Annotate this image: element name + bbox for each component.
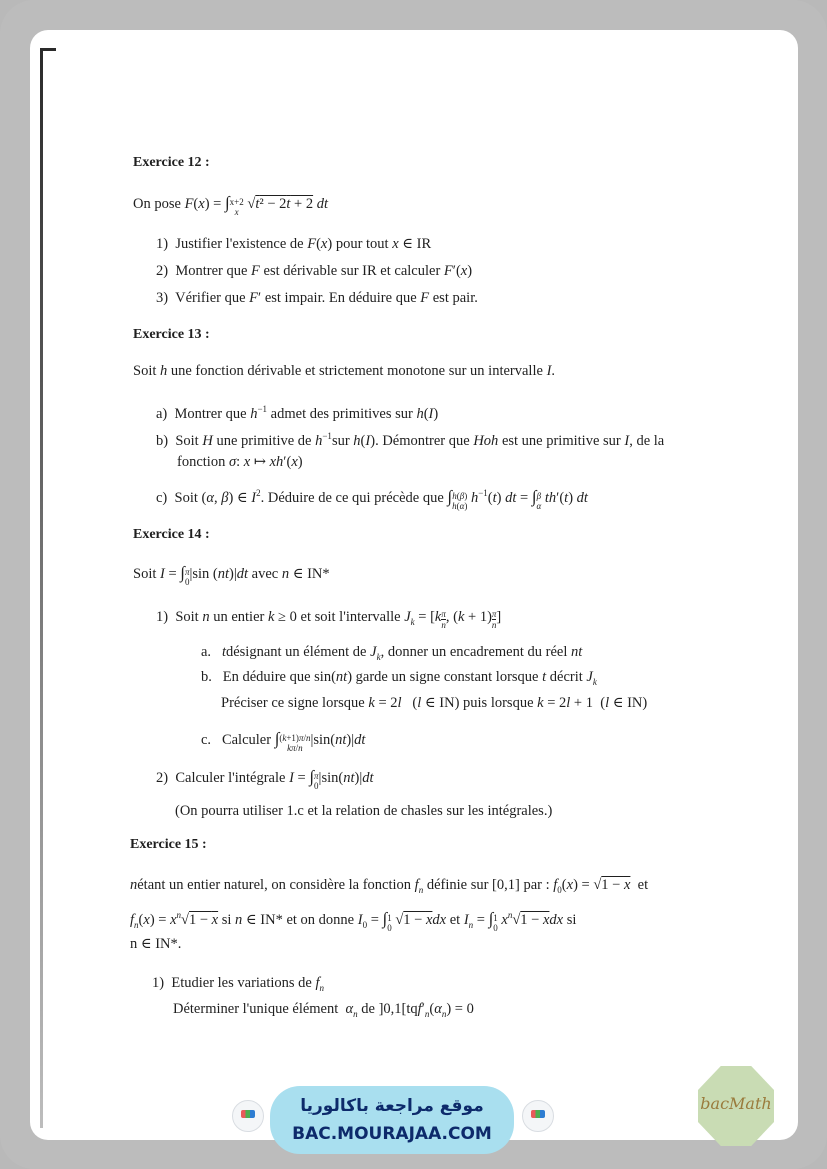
exercise-14-q2-note: (On pourra utiliser 1.c et la relation de chasles sur les intégrales.)	[175, 803, 553, 819]
exercise-12-q2: 2) Montrer que F est dérivable sur IR et calculer F′(x)	[156, 263, 473, 279]
exercise-15-q1: 1) Etudier les variations de $f_n$	[152, 975, 325, 993]
exercise-13-qb-line2: fonction σ: x ↦ xh′(x)	[177, 454, 303, 470]
bacmath-logo-text: bacMath	[700, 1094, 772, 1113]
exercise-15-q1-line2: Déterminer l'unique élément $\alpha_n$ de ]$0,1[tqf'_n(\alpha_n) = 0$	[173, 1001, 474, 1019]
site-logo-left	[232, 1100, 264, 1132]
exercise-13-title: Exercice 13 :	[133, 327, 210, 342]
exercise-13-intro: Soit h une fonction dérivable et strictement monotone sur un intervalle I.	[133, 363, 556, 379]
exercise-12-q3: 3) Vérifier que F′ est impair. En déduire que F est pair.	[156, 290, 478, 306]
exercise-14-q1: 1) Soit n un entier k ≥ 0 et soit l'intervalle $J_k = [k$ $\frac{\pi}{n}$ , (k + 1) $\frac{\pi}{n}$ ]	[156, 609, 502, 630]
exercise-12-intro: On pose F(x) = ∫ x+2 x √t² − 2t + 2 dt	[133, 193, 328, 217]
site-logo-right	[522, 1100, 554, 1132]
exercise-13-qa: a) Montrer que $h^{-1}$ admet des primitives sur h(I)	[156, 404, 439, 422]
exercise-12-title: Exercice 12 :	[133, 155, 210, 170]
exercise-13-qc: c) Soit (α, β) ∈ $I^2$. Déduire de ce qui précède que ∫ h(β) h(α) $h^{-1}(t)$ dt = ∫ β α th′(t) dt	[156, 487, 588, 511]
exercise-13-qb: b) Soit H une primitive de $h^{-1}sur$ h(I). Démontrer que Hoh est une primitive sur I, de la	[156, 431, 665, 449]
site-url[interactable]: BAC.MOURAJAA.COM	[292, 1124, 492, 1144]
exercise-15-title: Exercice 15 :	[130, 837, 207, 852]
site-badge[interactable]	[270, 1086, 514, 1154]
scan-edge-top	[40, 48, 56, 51]
exercise-15-line2: $f_n(x) = x^n√1 - x$ si n ∈ IN* et on donne $I_0$ = ∫ 1 0 √1 − xdx et $I_n$ = ∫ 1 0 $x^n√1$ − xdx si	[130, 909, 577, 933]
exercise-15-intro: nétant un entier naturel, on considère la fonction $f_n$ définie sur [0,1] par : $f_0(x) = √1 - x$ et	[130, 877, 649, 895]
exercise-14-intro: Soit I = ∫ π 0 |sin (nt)|dt avec n ∈ IN*	[133, 563, 330, 587]
scan-edge	[40, 48, 43, 1128]
exercise-14-title: Exercice 14 :	[133, 527, 210, 542]
exercise-14-qc: c. Calculer ∫ (k+1)π/n kπ/n |sin(nt)|dt	[201, 729, 366, 753]
exercise-14-q2: 2) Calculer l'intégrale I = ∫ π 0 |sin(nt)|dt	[156, 767, 374, 791]
exercise-15-line3: n ∈ IN*.	[130, 936, 182, 952]
exercise-14-qb-line2: Préciser ce signe lorsque k = 2l (l ∈ IN) puis lorsque k = 2l + 1 (l ∈ IN)	[221, 695, 648, 711]
exercise-14-qa: a. tdésignant un élément de $J_k$, donner un encadrement du réel nt	[201, 644, 583, 662]
site-name-arabic: موقع مراجعة باكالوريا	[300, 1096, 484, 1116]
document-page	[30, 30, 798, 1140]
exercise-14-qb: b. En déduire que sin(nt) garde un signe constant lorsque t décrit $J_k$	[201, 669, 597, 687]
exercise-12-q1: 1) Justifier l'existence de F(x) pour tout x ∈ IR	[156, 236, 432, 252]
